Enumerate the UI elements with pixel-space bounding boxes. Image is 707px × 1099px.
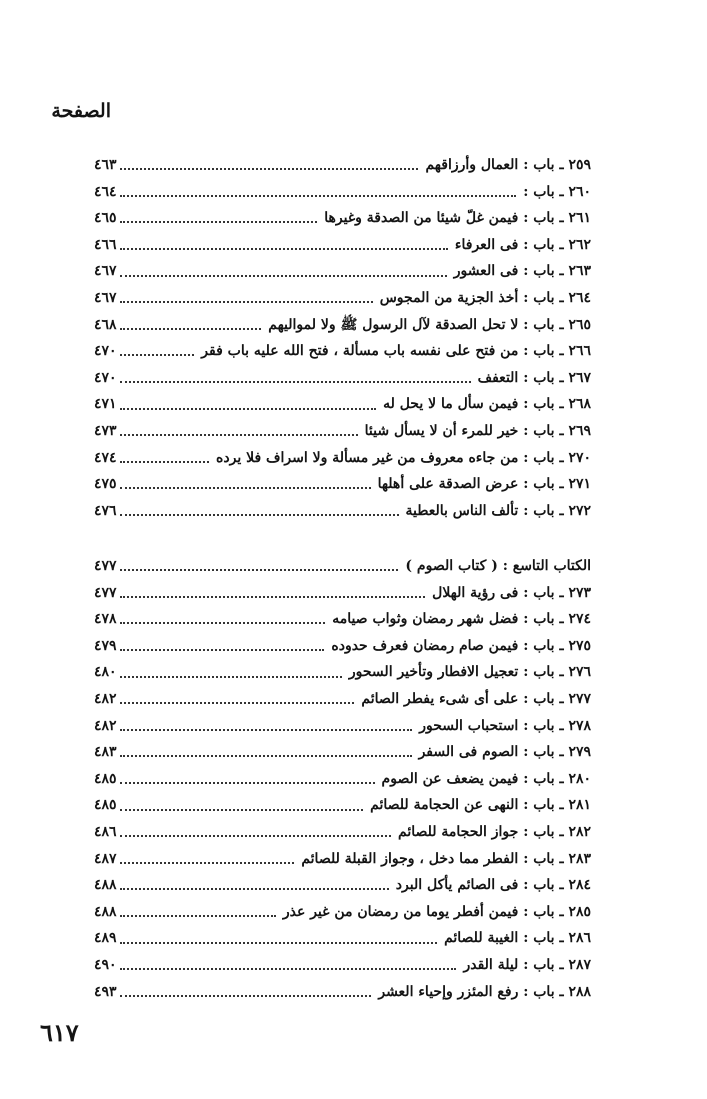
toc-entry-title: ٢٨٨ ـ باب : رفع المئزر وإحياء العشر (378, 983, 591, 1000)
toc-entry-page: ٤٦٤ (94, 183, 117, 200)
toc-entry (94, 899, 591, 926)
toc-entry-page: ٤٧٣ (94, 422, 117, 439)
toc-entry (94, 152, 591, 179)
toc-entry-page: ٤٨٩ (94, 930, 117, 947)
dot-leader (120, 995, 372, 997)
toc-entry-page: ٤٧٧ (94, 558, 117, 574)
toc-entry-title: ٢٨٤ ـ باب : فى الصائم يأكل البرد (395, 877, 591, 894)
toc-entry-title: ٢٧٤ ـ باب : فضل شهر رمضان وثواب صيامه (332, 611, 591, 628)
toc-entry (94, 713, 591, 740)
toc-entry-page: ٤٧٦ (94, 502, 117, 519)
toc-entry-page: ٤٦٨ (94, 316, 117, 333)
dot-leader (120, 514, 399, 516)
dot-leader (120, 835, 391, 837)
toc-entry-title: ٢٨١ ـ باب : النهى عن الحجامة للصائم (370, 797, 591, 814)
toc-entry-title: ٢٦٣ ـ باب : فى العشور (453, 263, 591, 280)
toc-entry-title: ٢٥٩ ـ باب : العمال وأرزاقهم (425, 157, 591, 173)
toc-entry (94, 312, 591, 339)
toc-entry-page: ٤٧٠ (94, 343, 117, 360)
dot-leader (120, 755, 412, 757)
dot-leader (120, 862, 295, 864)
toc-entry-page: ٤٦٣ (94, 157, 117, 173)
toc-entry-title: ٢٨٥ ـ باب : فيمن أفطر يوما من رمضان من غير عذر (282, 903, 591, 920)
dot-leader (120, 702, 355, 704)
toc-entry-title: ٢٧٥ ـ باب : فيمن صام رمضان فعرف حدوده (331, 637, 591, 654)
toc-entry-title: ٢٦٥ ـ باب : لا تحل الصدقة لآل الرسول ﷺ ولا لمواليهم (268, 316, 591, 333)
toc-entry-title: ٢٦١ ـ باب : فيمن غلّ شيئا من الصدقة وغيرها (324, 210, 591, 227)
toc-entry (94, 659, 591, 686)
toc-entry (94, 792, 591, 819)
toc-entry-title: ٢٨٢ ـ باب : جواز الحجامة للصائم (398, 823, 591, 840)
toc-entry-title: الكتاب التاسع : ( كتاب الصوم ) (405, 558, 591, 574)
toc-entry-title: ٢٦٠ ـ باب : (523, 183, 591, 200)
toc-entry (94, 686, 591, 713)
toc-entry-page: ٤٨٥ (94, 770, 117, 787)
toc-entry (94, 498, 591, 525)
dot-leader (120, 915, 276, 917)
dot-leader (120, 942, 438, 944)
toc-entry (94, 418, 591, 445)
toc-entry (94, 925, 591, 952)
toc-entry (94, 391, 591, 418)
dot-leader (120, 649, 325, 651)
toc-entry-title: ٢٧١ ـ باب : عرض الصدقة على أهلها (377, 476, 591, 493)
toc-entry-page: ٤٦٧ (94, 263, 117, 280)
dot-leader (120, 168, 419, 170)
toc-entry-title: ٢٧٧ ـ باب : على أى شىء يفطر الصائم (361, 690, 591, 707)
toc-entry-title: ٢٨٣ ـ باب : الفطر مما دخل ، وجواز القبلة للصائم (301, 850, 591, 867)
dot-leader (120, 354, 195, 356)
toc-entry-page: ٤٦٧ (94, 289, 117, 306)
toc-entry (94, 580, 591, 607)
dot-leader (120, 408, 377, 410)
toc-section-two (94, 553, 591, 1005)
toc-entry-title: ٢٨٧ ـ باب : ليلة القدر (463, 956, 591, 973)
page-column-header: الصفحة (51, 100, 111, 122)
toc-entry-title: ٢٨٦ ـ باب : الغيبة للصائم (444, 930, 591, 947)
toc-entry-title: ٢٧٢ ـ باب : تألف الناس بالعطية (405, 502, 591, 519)
toc-entry-title: ٢٧٠ ـ باب : من جاءه معروف من غير مسألة ولا اسراف فلا يرده (216, 449, 591, 466)
toc-entry (94, 179, 591, 206)
toc-entry-page: ٤٨٧ (94, 850, 117, 867)
toc-entry (94, 285, 591, 312)
toc-entry (94, 606, 591, 633)
dot-leader (120, 569, 399, 571)
toc-entry (94, 766, 591, 793)
toc-entry-title: ٢٦٨ ـ باب : فيمن سأل ما لا يحل له (383, 396, 591, 413)
toc-entry-page: ٤٨٥ (94, 797, 117, 814)
dot-leader (120, 622, 326, 624)
toc-entry (94, 739, 591, 766)
toc-entry-page: ٤٦٦ (94, 236, 117, 253)
toc-entry-title: ٢٨٠ ـ باب : فيمن يضعف عن الصوم (381, 770, 591, 787)
toc-entry-page: ٤٨٠ (94, 664, 117, 681)
dot-leader (120, 676, 342, 678)
toc-entry (94, 365, 591, 392)
page-number: ٦١٧ (40, 1018, 79, 1047)
toc-entry-page: ٤٧٨ (94, 611, 117, 628)
dot-leader (120, 328, 262, 330)
toc-entry-title: ٢٧٦ ـ باب : تعجيل الافطار وتأخير السحور (348, 664, 591, 681)
toc-entry-page: ٤٨٨ (94, 903, 117, 920)
dot-leader (120, 809, 364, 811)
dot-leader (120, 221, 318, 223)
toc-entry (94, 819, 591, 846)
toc-entry (94, 846, 591, 873)
dot-leader (120, 487, 371, 489)
toc-entry-page: ٤٨٢ (94, 717, 117, 734)
dot-leader (120, 381, 471, 383)
toc-section-one (94, 152, 591, 524)
toc-entry-page: ٤٧١ (94, 396, 117, 413)
toc-entry (94, 979, 591, 1006)
toc-entry-page: ٤٨٣ (94, 744, 117, 761)
toc-entry (94, 471, 591, 498)
dot-leader (120, 968, 457, 970)
toc-entry (94, 232, 591, 259)
dot-leader (120, 596, 426, 598)
dot-leader (120, 195, 517, 197)
toc-entry-page: ٤٧٩ (94, 637, 117, 654)
dot-leader (120, 434, 358, 436)
toc-entry-page: ٤٨٦ (94, 823, 117, 840)
toc-entry-title: ٢٦٦ ـ باب : من فتح على نفسه باب مسألة ، فتح الله عليه باب فقر (201, 343, 591, 360)
toc-entry-page: ٤٩٣ (94, 983, 117, 1000)
toc-entry-page: ٤٧٧ (94, 584, 117, 601)
dot-leader (120, 275, 447, 277)
dot-leader (120, 301, 373, 303)
toc-entry-title: ٢٧٣ ـ باب : فى رؤية الهلال (432, 584, 591, 601)
dot-leader (120, 888, 389, 890)
toc-entry-page: ٤٧٤ (94, 449, 117, 466)
toc-entry-page: ٤٨٨ (94, 877, 117, 894)
dot-leader (120, 248, 448, 250)
toc-entry-title: ٢٦٩ ـ باب : خير للمرء أن لا يسأل شيئا (364, 422, 591, 439)
toc-entry-page: ٤٩٠ (94, 956, 117, 973)
toc-entry (94, 445, 591, 472)
toc-entry (94, 872, 591, 899)
toc-entry-title: ٢٦٢ ـ باب : فى العرفاء (454, 236, 591, 253)
toc-entry-title: ٢٧٩ ـ باب : الصوم فى السفر (418, 744, 591, 761)
toc-entry (94, 338, 591, 365)
toc-entry (94, 633, 591, 660)
toc-entry-title: ٢٧٨ ـ باب : استحباب السحور (419, 717, 591, 734)
toc-book-heading (94, 553, 591, 580)
dot-leader (120, 782, 375, 784)
toc-entry-title: ٢٦٤ ـ باب : أخذ الجزية من المجوس (379, 289, 591, 306)
dot-leader (120, 729, 413, 731)
toc-entry-page: ٤٧٠ (94, 369, 117, 386)
toc-entry (94, 952, 591, 979)
toc-entry-page: ٤٨٢ (94, 690, 117, 707)
toc-entry-page: ٤٧٥ (94, 476, 117, 493)
dot-leader (120, 461, 209, 463)
toc-entry-page: ٤٦٥ (94, 210, 117, 227)
toc-entry-title: ٢٦٧ ـ باب : التعفف (477, 369, 591, 386)
toc-entry (94, 258, 591, 285)
toc-entry (94, 205, 591, 232)
